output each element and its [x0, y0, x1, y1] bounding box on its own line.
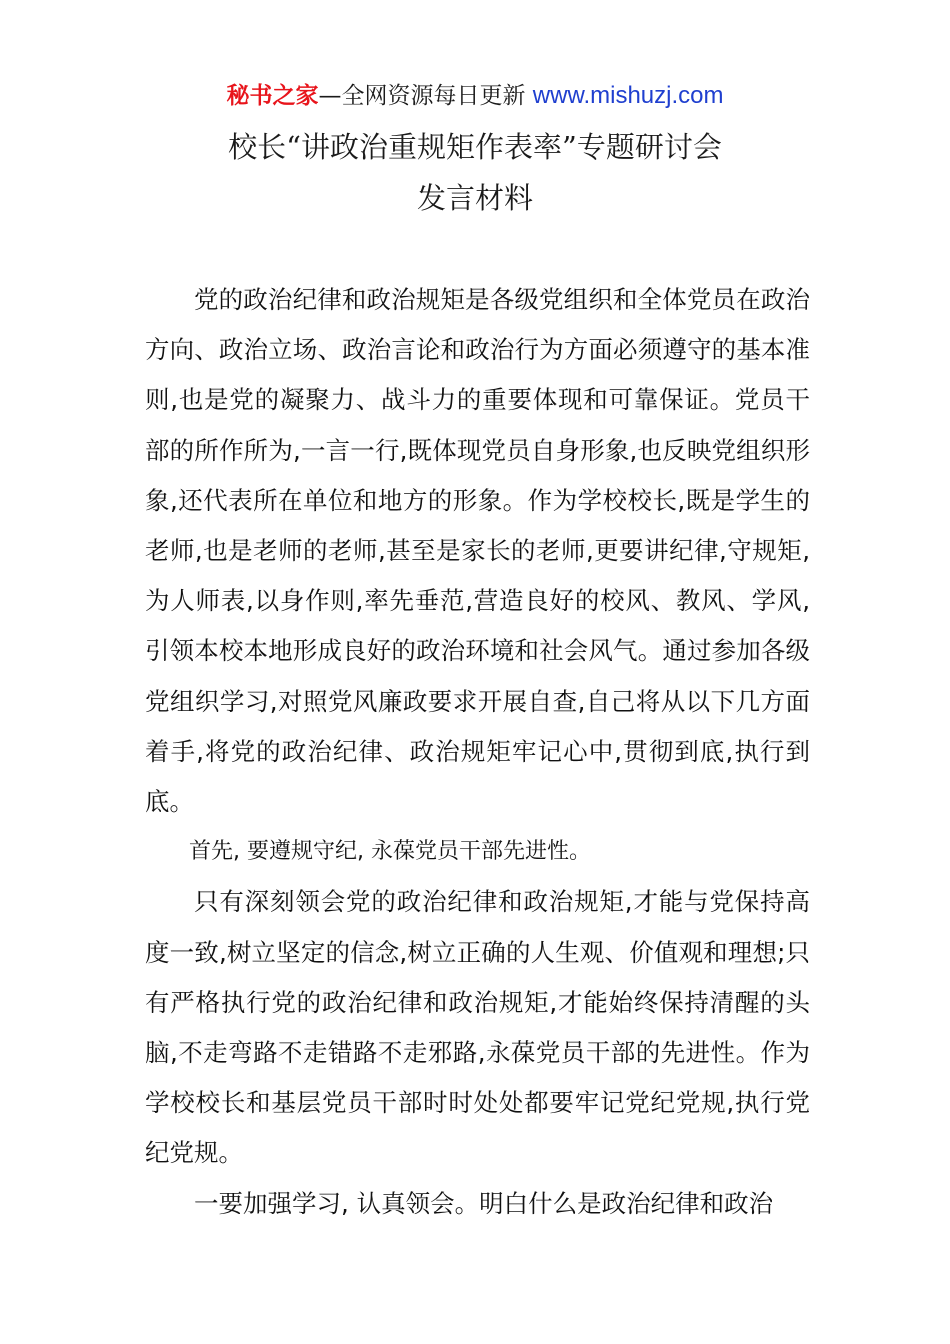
site-url[interactable]: www.mishuzj.com [532, 82, 724, 109]
paragraph-intro: 党的政治纪律和政治规矩是各级党组织和全体党员在政治方向、政治立场、政治言论和政治行为方面必须遵守的基本准则,也是党的凝聚力、战斗力的重要体现和可靠保证。党员干部的所作所为,一言一行,既体现党员自身形象,也反映党组织形象,还代表所在单位和地方的形象。作为学校校长,既是学生的老师,也是老师的老师,甚至是家长的老师,更要讲纪律,守规矩,为人师表,以身作则,率先垂范,营造良好的校风、教风、学风,引领本校本地形成良好的政治环境和社会风气。通过参加各级党组织学习,对照党风廉政要求开展自查,自己将从以下几方面着手,将党的政治纪律、政治规矩牢记心中,贯彻到底,执行到底。 [145, 285, 810, 817]
document-title: 校长“讲政治重规矩作表率”专题研讨会 [228, 130, 722, 164]
document-body [145, 275, 810, 1229]
site-banner [0, 80, 950, 112]
brand-name: 秘书之家 [226, 83, 319, 109]
paragraph-discipline: 只有深刻领会党的政治纪律和政治规矩,才能与党保持高度一致,树立坚定的信念,树立正确的人生观、价值观和理想;只有严格执行党的政治纪律和政治规矩,才能始终保持清醒的头脑,不走弯路不走错路不走邪路,永葆党员干部的先进性。作为学校校长和基层党员干部时时处处都要牢记党纪党规,执行党纪党规。 [145, 887, 810, 1168]
document-subtitle: 发言材料 [416, 181, 533, 215]
paragraph-study: 一要加强学习, 认真领会。明白什么是政治纪律和政治 [194, 1188, 774, 1218]
section-heading-first: 首先, 要遵规守纪, 永葆党员干部先进性。 [189, 839, 591, 865]
banner-tagline: —全网资源每日更新 [318, 83, 526, 109]
